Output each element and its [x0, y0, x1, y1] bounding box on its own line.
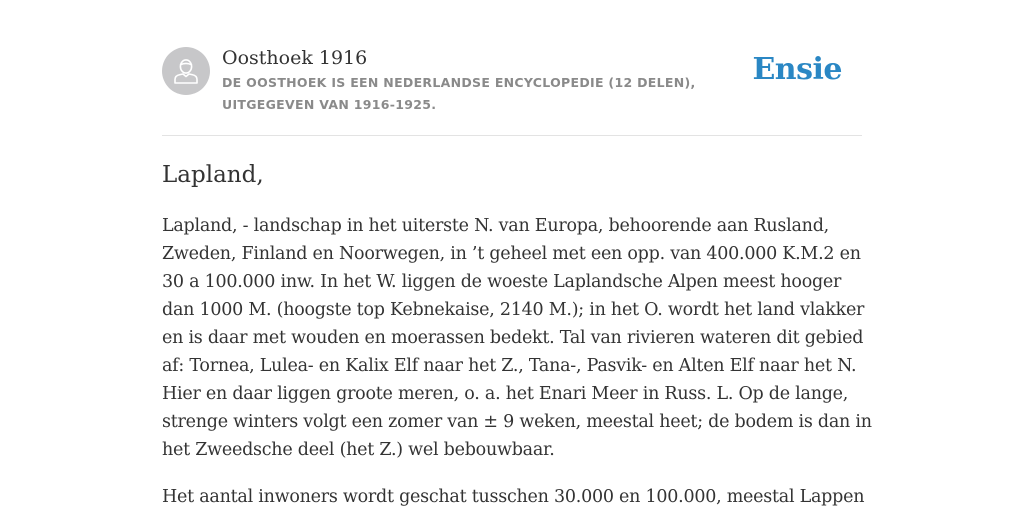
article-paragraph: Het aantal inwoners wordt geschat tusschen 30.000 en 100.000, meestal Lappen: [162, 487, 865, 507]
source-header: [162, 46, 862, 116]
user-icon: [162, 47, 210, 95]
header-divider: [162, 135, 862, 136]
article-body: [162, 212, 872, 512]
source-description: DE OOSTHOEK IS EEN NEDERLANDSE ENCYCLOPEDIE (12 DELEN), UITGEGEVEN VAN 1916-1925.: [222, 75, 696, 112]
avatar[interactable]: [162, 47, 210, 95]
ensie-logo[interactable]: Ensie: [752, 52, 842, 87]
article-title: Lapland,: [162, 162, 264, 188]
article-paragraph: Lapland, - landschap in het uiterste N. van Europa, behoorende aan Rusland, Zweden, Finland en Noorwegen, in ’t geheel met een opp. van 400.000 K.M.2 en 30 a 100.000 inw. In het W. liggen de woeste Laplandsche Alpen meest hooger dan 1000 M. (hoogste top Kebnekaise, 2140 M.); in het O. wordt het land vlakker en is daar met wouden en moerassen bedekt. Tal van rivieren wateren dit gebied af: Tornea, Lulea- en Kalix Elf naar het Z., Tana-, Pasvik- en Alten Elf naar het N. Hier en daar liggen groote meren, o. a. het Enari Meer in Russ. L. Op de lange, strenge winters volgt een zomer van ± 9 weken, meestal heet; de bodem is dan in het Zweedsche deel (het Z.) wel bebouwbaar.: [162, 216, 872, 460]
source-name[interactable]: Oosthoek 1916: [222, 47, 368, 69]
